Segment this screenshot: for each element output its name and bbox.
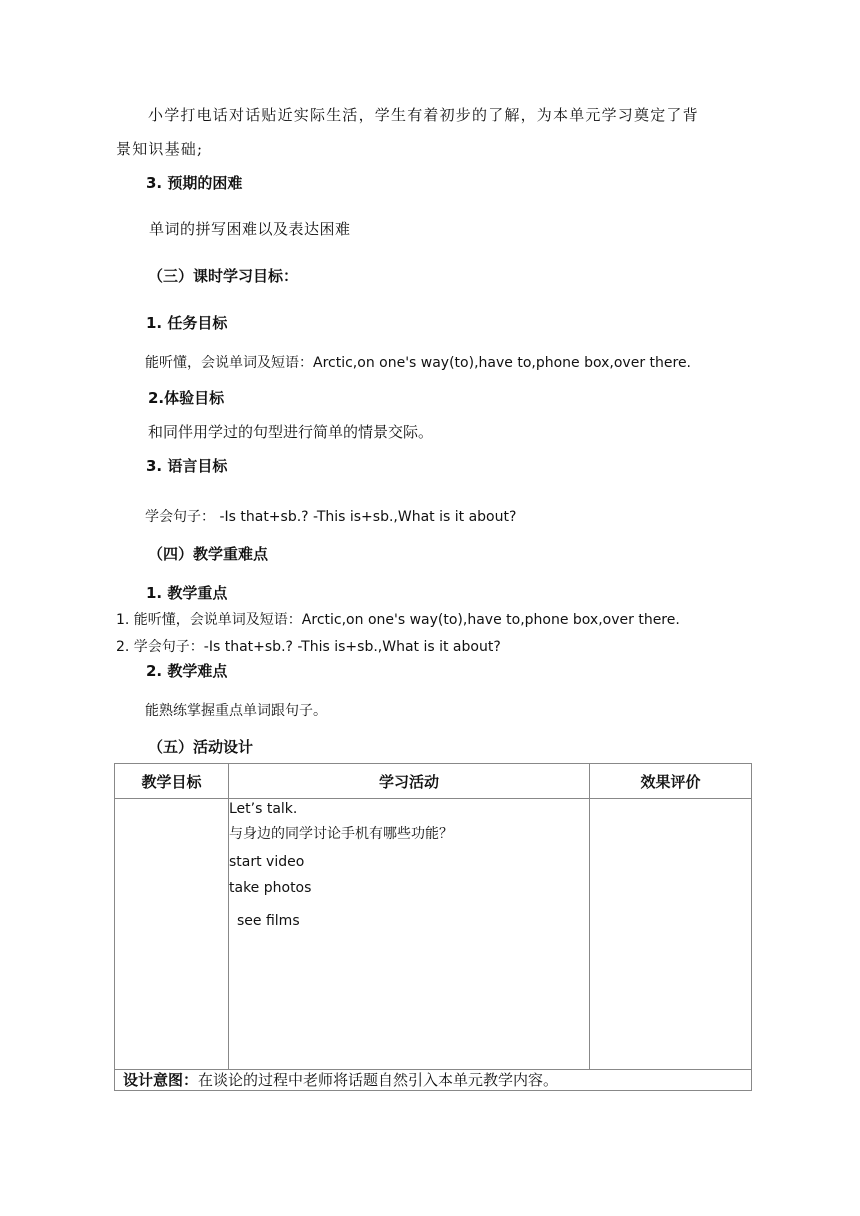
header-teaching-goal: 教学目标 [115, 764, 229, 799]
difficulty-heading: 3. 预期的困难 [146, 174, 243, 192]
design-text: 在谈论的过程中老师将话题自然引入本单元教学内容。 [198, 1071, 559, 1089]
activity-line: start video [229, 854, 305, 870]
goal-cell [115, 799, 229, 1070]
key-point-2: 2. 学会句子：-Is that+sb.? -This is+sb.,What is it about? [116, 639, 501, 655]
header-learning-activity: 学习活动 [229, 764, 590, 799]
difficult-points-heading: 2. 教学难点 [146, 662, 228, 680]
table-header-row [115, 764, 752, 799]
experience-goal-text: 和同伴用学过的句型进行简单的情景交际。 [148, 423, 434, 441]
key-points-heading: 1. 教学重点 [146, 584, 228, 602]
design-row [115, 1070, 752, 1091]
difficulty-text: 单词的拼写困难以及表达困难 [149, 220, 351, 238]
experience-goal-heading: 2.体验目标 [148, 389, 225, 407]
activity-line: 与身边的同学讨论手机有哪些功能？ [229, 826, 453, 842]
section5-heading: （五）活动设计 [148, 738, 254, 756]
activity-table [114, 763, 752, 1091]
key-point-1: 1. 能听懂，会说单词及短语：Arctic,on one's way(to),have to,phone box,over there. [116, 612, 680, 628]
task-goal-heading: 1. 任务目标 [146, 314, 228, 332]
activity-line: Let’s talk. [229, 801, 298, 817]
task-goal-text: 能听懂，会说单词及短语：Arctic,on one's way(to),have to,phone box,over there. [145, 355, 692, 371]
design-intent [115, 1070, 752, 1091]
evaluation-cell [590, 799, 752, 1070]
section4-heading: （四）教学重难点 [148, 545, 269, 563]
activity-cell [229, 799, 590, 1070]
activity-line: take photos [229, 880, 312, 896]
design-label: 设计意图： [123, 1071, 199, 1089]
intro-line-2: 景知识基础; [116, 140, 204, 158]
header-evaluation: 效果评价 [590, 764, 752, 799]
activity-line: see films [237, 913, 300, 929]
intro-line-1: 小学打电话对话贴近实际生活，学生有着初步的了解，为本单元学习奠定了背 [148, 106, 699, 124]
language-goal-heading: 3. 语言目标 [146, 457, 228, 475]
section3-heading: （三）课时学习目标： [148, 267, 299, 285]
language-goal-text: 学会句子： -Is that+sb.? -This is+sb.,What is it about? [145, 509, 517, 525]
difficult-points-text: 能熟练掌握重点单词跟句子。 [145, 703, 327, 719]
table-row [115, 799, 752, 1070]
